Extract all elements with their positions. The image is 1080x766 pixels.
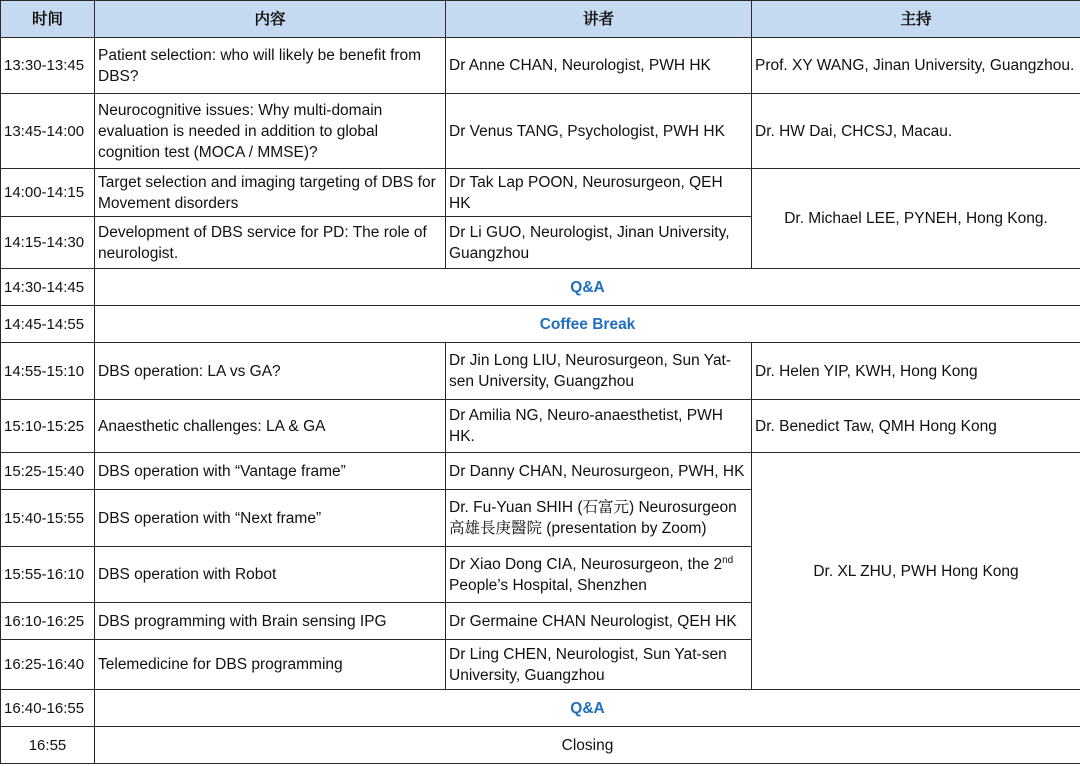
header-chair: 主持 [752, 1, 1080, 38]
speaker-text-tail: People’s Hospital, Shenzhen [449, 576, 647, 594]
content-cell: Target selection and imaging targeting of DBS for Movement disorders [95, 169, 446, 217]
speaker-cell: Dr. Fu-Yuan SHIH (石富元) Neurosurgeon 高雄長庚醫院 (presentation by Zoom) [446, 490, 752, 547]
table-row [1, 690, 1080, 727]
speaker-cell: Dr Ling CHEN, Neurologist, Sun Yat-sen University, Guangzhou [446, 640, 752, 690]
table-row [1, 727, 1080, 764]
chair-cell: Dr. Michael LEE, PYNEH, Hong Kong. [752, 169, 1080, 269]
time-cell: 13:45-14:00 [1, 94, 95, 169]
time-cell: 14:00-14:15 [1, 169, 95, 217]
speaker-cell: Dr Li GUO, Neurologist, Jinan University, Guangzhou [446, 217, 752, 269]
header-time: 时间 [1, 1, 95, 38]
speaker-cell: Dr Anne CHAN, Neurologist, PWH HK [446, 38, 752, 94]
table-row [1, 94, 1080, 169]
time-cell: 16:25-16:40 [1, 640, 95, 690]
chair-cell: Prof. XY WANG, Jinan University, Guangzhou. [752, 38, 1080, 94]
closing-label: Closing [95, 727, 1080, 764]
content-cell: Anaesthetic challenges: LA & GA [95, 400, 446, 453]
header-row [1, 1, 1080, 38]
speaker-cell: Dr Venus TANG, Psychologist, PWH HK [446, 94, 752, 169]
time-cell: 15:10-15:25 [1, 400, 95, 453]
speaker-cell: Dr Tak Lap POON, Neurosurgeon, QEH HK [446, 169, 752, 217]
header-content: 内容 [95, 1, 446, 38]
table-row [1, 400, 1080, 453]
time-cell: 16:40-16:55 [1, 690, 95, 727]
qa-label: Q&A [95, 269, 1080, 306]
time-cell: 14:15-14:30 [1, 217, 95, 269]
table-row [1, 453, 1080, 490]
table-row [1, 306, 1080, 343]
content-cell: DBS operation with “Next frame” [95, 490, 446, 547]
time-cell: 15:55-16:10 [1, 547, 95, 603]
speaker-cell: Dr Jin Long LIU, Neurosurgeon, Sun Yat-sen University, Guangzhou [446, 343, 752, 400]
time-cell: 14:45-14:55 [1, 306, 95, 343]
ordinal-suffix: nd [722, 554, 734, 566]
speaker-cell [446, 547, 752, 603]
table-row [1, 269, 1080, 306]
chair-cell: Dr. Benedict Taw, QMH Hong Kong [752, 400, 1080, 453]
chair-cell: Dr. Helen YIP, KWH, Hong Kong [752, 343, 1080, 400]
table-row [1, 169, 1080, 217]
time-cell: 15:25-15:40 [1, 453, 95, 490]
content-cell: DBS programming with Brain sensing IPG [95, 603, 446, 640]
qa-label: Q&A [95, 690, 1080, 727]
speaker-text: Dr Xiao Dong CIA, Neurosurgeon, the 2 [449, 555, 723, 573]
coffee-break-label: Coffee Break [95, 306, 1080, 343]
time-cell: 15:40-15:55 [1, 490, 95, 547]
table-row [1, 343, 1080, 400]
time-cell: 13:30-13:45 [1, 38, 95, 94]
chair-cell: Dr. XL ZHU, PWH Hong Kong [752, 453, 1080, 690]
time-cell: 14:30-14:45 [1, 269, 95, 306]
content-cell: Development of DBS service for PD: The role of neurologist. [95, 217, 446, 269]
header-speaker: 讲者 [446, 1, 752, 38]
content-cell: DBS operation: LA vs GA? [95, 343, 446, 400]
content-cell: Patient selection: who will likely be benefit from DBS? [95, 38, 446, 94]
speaker-cell: Dr Amilia NG, Neuro-anaesthetist, PWH HK. [446, 400, 752, 453]
speaker-cell: Dr Germaine CHAN Neurologist, QEH HK [446, 603, 752, 640]
chair-cell: Dr. HW Dai, CHCSJ, Macau. [752, 94, 1080, 169]
content-cell: DBS operation with “Vantage frame” [95, 453, 446, 490]
content-cell: Neurocognitive issues: Why multi-domain evaluation is needed in addition to global cognition test (MOCA / MMSE)? [95, 94, 446, 169]
time-cell: 14:55-15:10 [1, 343, 95, 400]
content-cell: DBS operation with Robot [95, 547, 446, 603]
content-cell: Telemedicine for DBS programming [95, 640, 446, 690]
time-cell: 16:10-16:25 [1, 603, 95, 640]
time-cell: 16:55 [1, 727, 95, 764]
speaker-cell: Dr Danny CHAN, Neurosurgeon, PWH, HK [446, 453, 752, 490]
table-row [1, 38, 1080, 94]
